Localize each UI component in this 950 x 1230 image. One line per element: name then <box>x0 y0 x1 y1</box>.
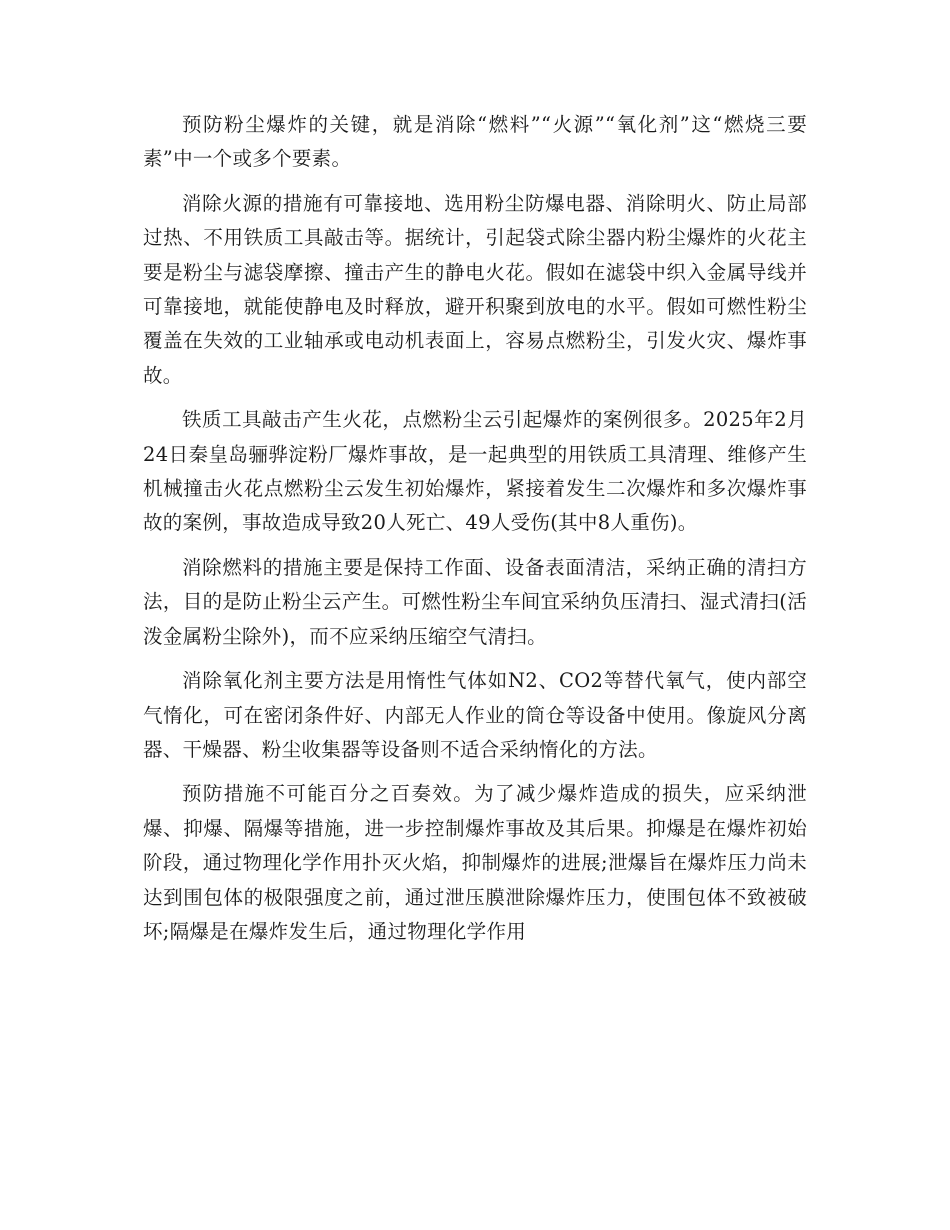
document-page <box>143 108 807 959</box>
paragraph-eliminate-ignition: 消除火源的措施有可靠接地、选用粉尘防爆电器、消除明火、防止局部过热、不用铁质工具敲击等。据统计，引起袋式除尘器内粉尘爆炸的火花主要是粉尘与滤袋摩擦、撞击产生的静电火花。假如在滤袋中织入金属导线并可靠接地，就能使静电及时释放，避开积聚到放电的水平。假如可燃性粉尘覆盖在失效的工业轴承或电动机表面上，容易点燃粉尘，引发火灾、爆炸事故。 <box>143 191 807 387</box>
paragraph-iron-tool-case: 铁质工具敲击产生火花，点燃粉尘云引起爆炸的案例很多。2025年2月24日秦皇岛骊骅淀粉厂爆炸事故，是一起典型的用铁质工具清理、维修产生机械撞击火花点燃粉尘云发生初始爆炸，紧接着发生二次爆炸和多次爆炸事故的案例，事故造成导致20人死亡、49人受伤(其中8人重伤)。 <box>143 408 807 535</box>
paragraph-explosion-mitigation: 预防措施不可能百分之百奏效。为了减少爆炸造成的损失，应采纳泄爆、抑爆、隔爆等措施，进一步控制爆炸事故及其后果。抑爆是在爆炸初始阶段，通过物理化学作用扑灭火焰，抑制爆炸的进展;泄爆旨在爆炸压力尚未达到围包体的极限强度之前，通过泄压膜泄除爆炸压力，使围包体不致被破坏;隔爆是在爆炸发生后，通过物理化学作用 <box>143 782 807 943</box>
paragraph-eliminate-oxidizer: 消除氧化剂主要方法是用惰性气体如N2、CO2等替代氧气，使内部空气惰化，可在密闭条件好、内部无人作业的筒仓等设备中使用。像旋风分离器、干燥器、粉尘收集器等设备则不适合采纳惰化的方法。 <box>143 669 807 761</box>
paragraph-eliminate-fuel: 消除燃料的措施主要是保持工作面、设备表面清洁，采纳正确的清扫方法，目的是防止粉尘云产生。可燃性粉尘车间宜采纳负压清扫、湿式清扫(活泼金属粉尘除外)，而不应采纳压缩空气清扫。 <box>143 555 807 648</box>
paragraph-key-to-prevention: 预防粉尘爆炸的关键，就是消除“燃料”“火源”“氧化剂”这“燃烧三要素”中一个或多个要素。 <box>143 113 807 171</box>
